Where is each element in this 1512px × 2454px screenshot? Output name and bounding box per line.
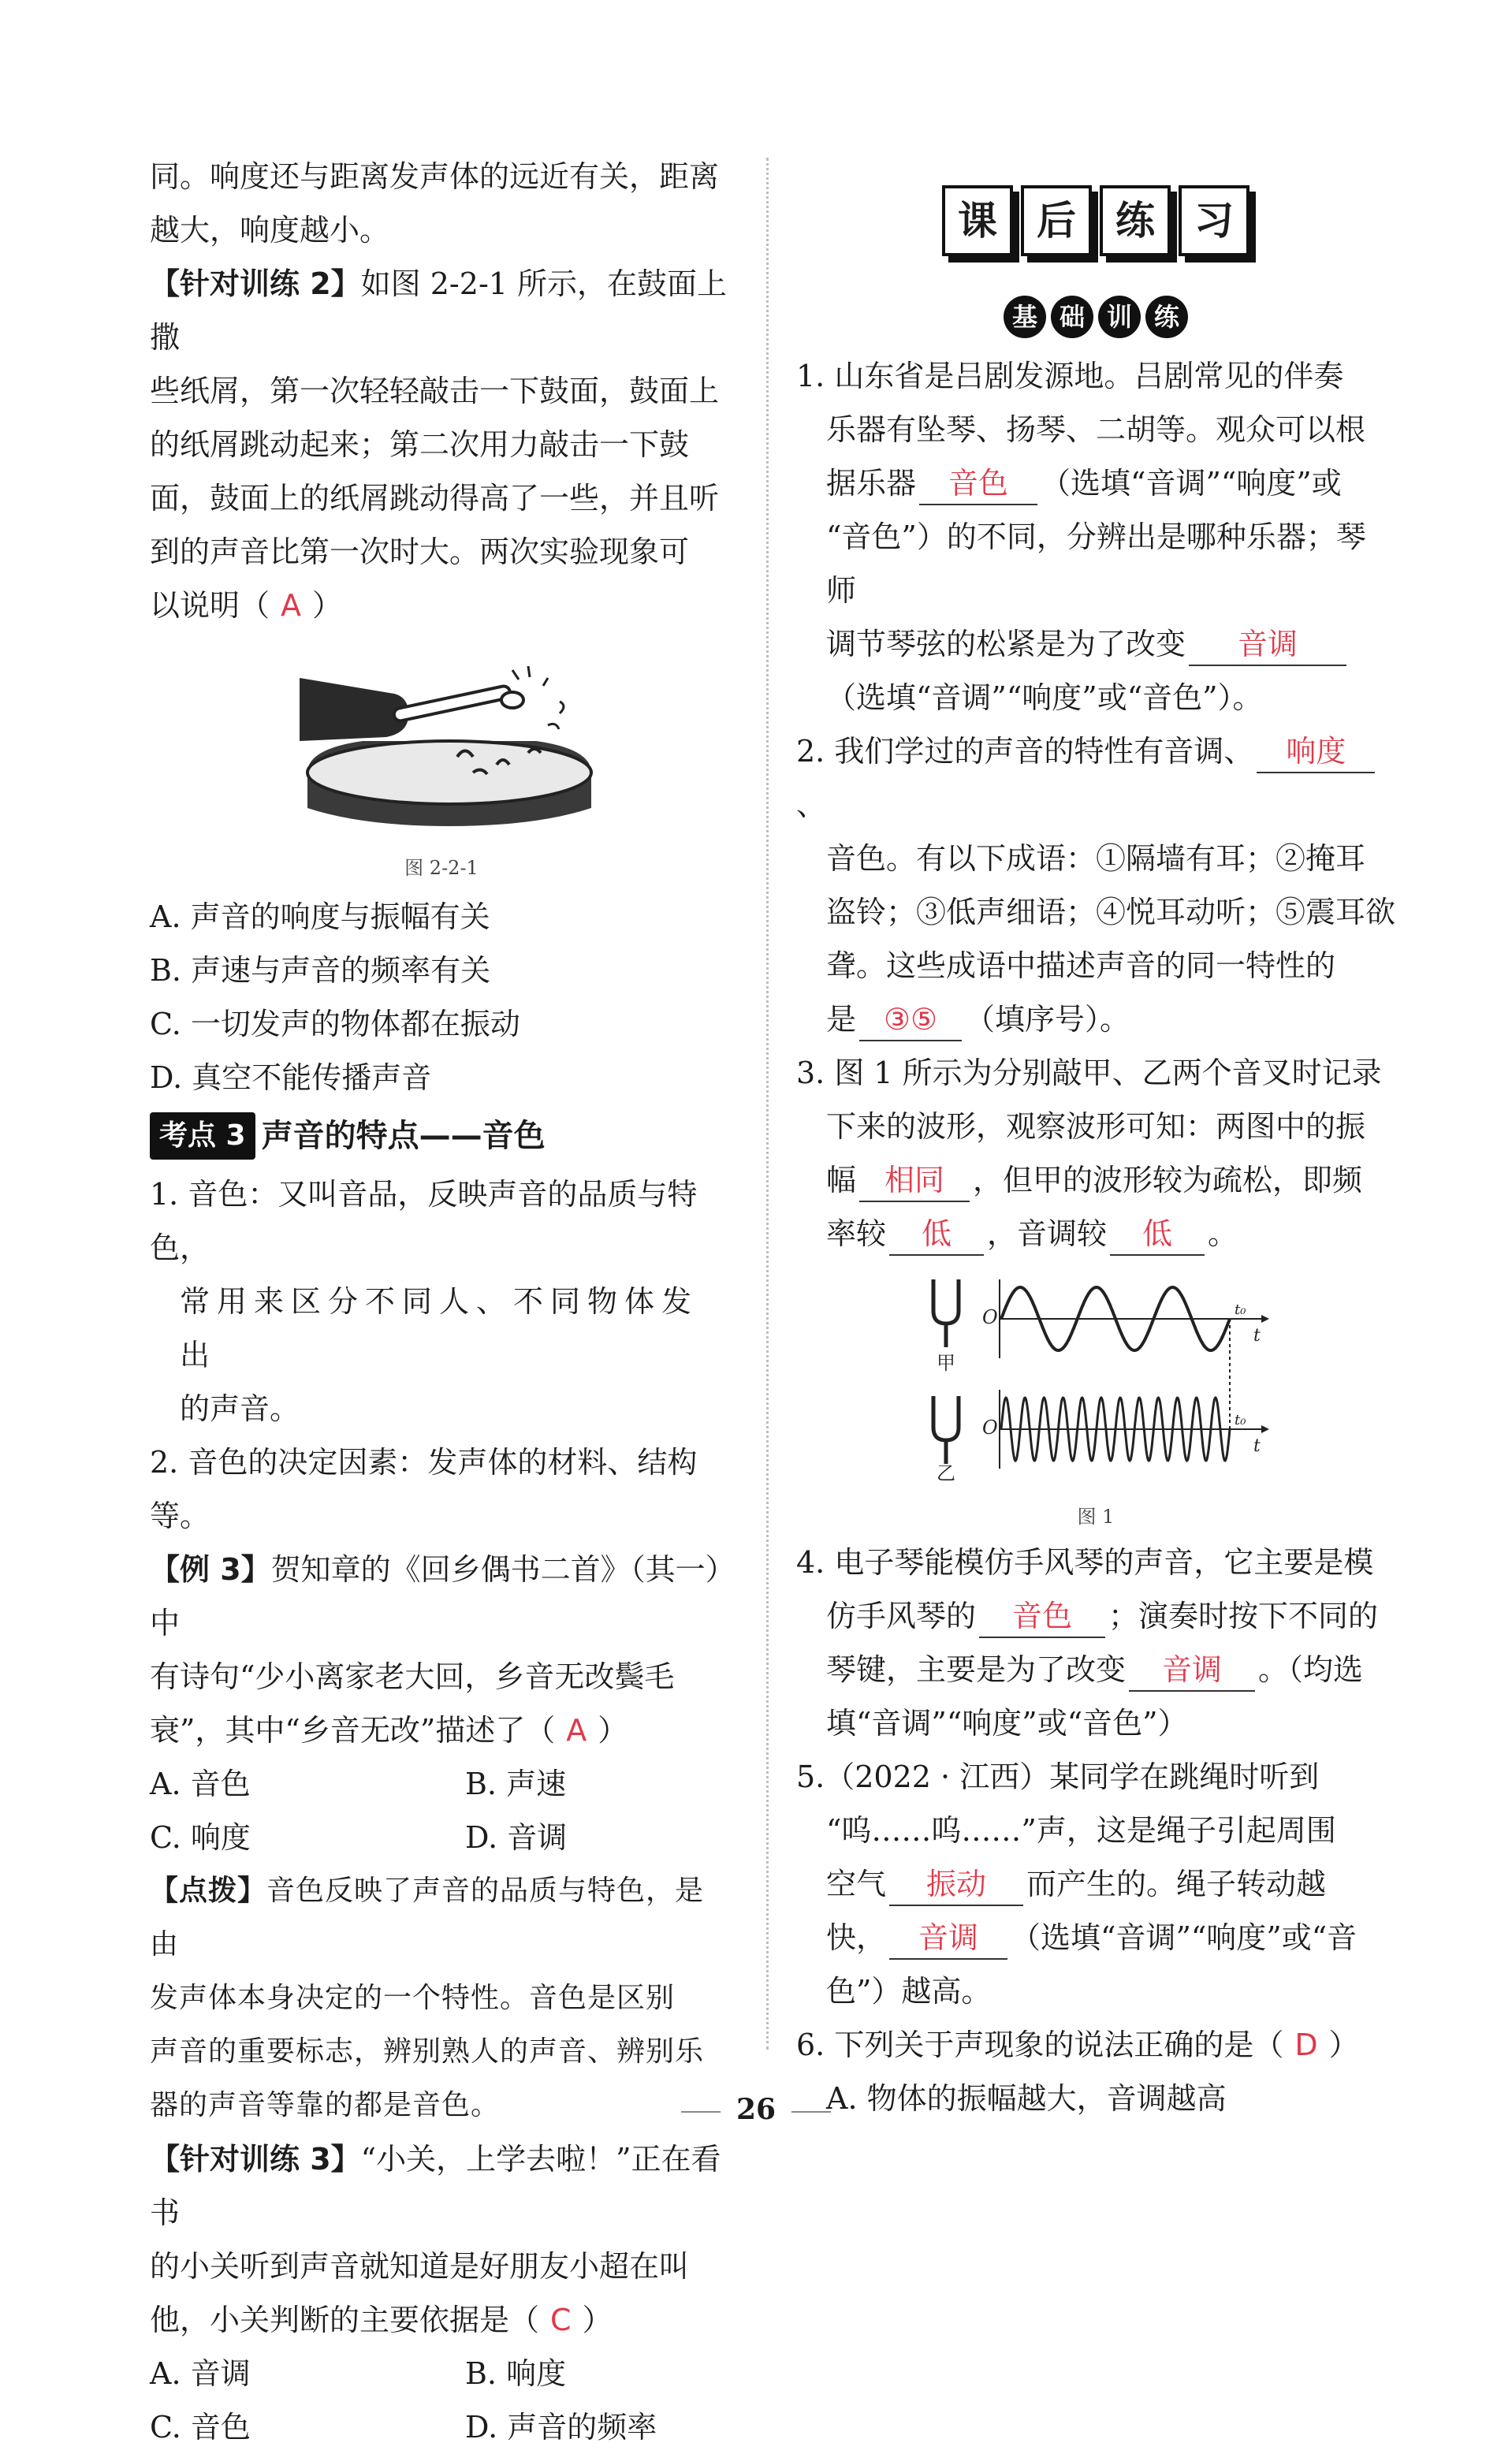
fork-label-yi: 乙: [937, 1462, 955, 1484]
point-2: 2. 音色的决定因素：发声体的材料、结构等。: [150, 1445, 698, 1533]
training-3-first-line: 【针对训练 3】“小关，上学去啦！”正在看书: [150, 2142, 721, 2230]
axis-t0-top: t₀: [1235, 1301, 1246, 1318]
q4-answer-1: 音色: [979, 1596, 1105, 1638]
q1-line: 据乐器 音色 （选填“音调”“响度”或: [796, 456, 1395, 510]
tip-tag: 【点拨】: [150, 1875, 267, 1907]
waveform-figure: [796, 1272, 1395, 1532]
option: C. 一切发声的物体都在振动: [150, 1007, 520, 1041]
q1-answer-2: 音调: [1189, 624, 1346, 666]
sub-header-char: 础: [1051, 296, 1093, 338]
example-3-question: 衰”，其中“乡音无改”描述了（ A ）: [150, 1713, 628, 1748]
tuning-fork-jia-icon: [933, 1279, 959, 1374]
axis-t-bottom: t: [1253, 1436, 1261, 1456]
q2-answer-2: ③⑤: [859, 999, 962, 1041]
drum-illustration: [276, 654, 607, 836]
q5-line: 快， 音调 （选填“音调”“响度”或“音: [796, 1911, 1395, 1964]
q2-line: 聋。这些成语中描述声音的同一特性的: [826, 948, 1336, 983]
figure-1-caption: 图 1: [1077, 1506, 1115, 1528]
option: A. 音色: [150, 1767, 251, 1801]
q1-answer-1: 音色: [919, 463, 1037, 505]
option: D. 声音的频率: [465, 2410, 657, 2445]
option: B. 声速与声音的频率有关: [150, 953, 491, 988]
figure-caption: 图 2-2-1: [404, 857, 479, 879]
tip-line: 发声体本身决定的一个特性。音色是区别: [150, 1982, 676, 2014]
q2-line: 2. 我们学过的声音的特性有音调、 响度、: [796, 724, 1395, 832]
axis-t0-bottom: t₀: [1235, 1412, 1246, 1428]
section-title: 声音的特点——音色: [261, 1118, 546, 1154]
section-heading: [150, 1111, 733, 1161]
header-char: 课: [942, 185, 1013, 256]
header-char: 后: [1021, 185, 1092, 256]
q4-line: 4. 电子琴能模仿手风琴的声音，它主要是模: [796, 1545, 1374, 1580]
q4-line: 仿手风琴的 音色 ；演奏时按下不同的: [796, 1589, 1395, 1643]
sub-header-char: 基: [1004, 296, 1046, 338]
basic-training-header: [796, 296, 1395, 343]
training-2-tag: 【针对训练 2】: [150, 266, 361, 301]
intro-line: 同。响度还与距离发声体的远近有关，距离: [150, 159, 720, 194]
drum-figure: [150, 654, 733, 884]
q5-line: 色”）越高。: [826, 1974, 992, 2009]
q2-answer-1: 响度: [1257, 731, 1375, 773]
intro-line: 越大，响度越小。: [150, 213, 390, 248]
q3-line: 3. 图 1 所示为分别敲甲、乙两个音叉时记录: [796, 1056, 1382, 1090]
page-number: 26: [0, 2093, 1512, 2126]
page-number-dash: [791, 2111, 831, 2113]
training-2-first-line: [150, 257, 733, 364]
example-3-answer: A: [566, 1713, 587, 1748]
option: C. 响度: [150, 1820, 251, 1855]
tip-first-line: 【点拨】音色反映了声音的品质与特色，是由: [150, 1875, 705, 1961]
example-3-tag: 【例 3】: [150, 1552, 271, 1587]
training-2-question: 以说明（ A ）: [150, 588, 343, 623]
q1-line: “音色”）的不同，分辨出是哪种乐器；琴师: [826, 519, 1366, 608]
q6-answer: D: [1294, 2028, 1318, 2062]
training-2-line: 面，鼓面上的纸屑跳动得高了一些，并且听: [150, 481, 720, 516]
point-1-line: 常用来区分不同人、不同物体发出: [180, 1284, 699, 1372]
training-2-line: 些纸屑，第一次轻轻敲击一下鼓面，鼓面上: [150, 374, 720, 408]
q3-line: 幅 相同 ，但甲的波形较为疏松，即频: [796, 1153, 1395, 1207]
q6-option: A. 物体的振幅越大，音调越高: [826, 2081, 1227, 2116]
sub-header-char: 练: [1145, 296, 1188, 338]
q5-line: 空气 振动 而产生的。绳子转动越: [796, 1857, 1395, 1911]
q2-line: 音色。有以下成语：①隔墙有耳；②掩耳: [826, 841, 1366, 876]
option: C. 音色: [150, 2410, 251, 2445]
option: B. 响度: [465, 2356, 567, 2391]
training-2-line: 的纸屑跳动起来；第二次用力敲击一下鼓: [150, 427, 690, 462]
options-row: [150, 1757, 733, 1811]
option: A. 音调: [150, 2356, 251, 2391]
tuning-fork-yi-icon: [933, 1396, 959, 1484]
option: D. 真空不能传播声音: [150, 1060, 432, 1095]
q3-answer-1: 相同: [859, 1160, 970, 1202]
point-1-line: 的声音。: [180, 1391, 300, 1426]
fork-label-jia: 甲: [937, 1352, 955, 1374]
q5-line: 5.（2022 · 江西）某同学在跳绳时听到: [796, 1760, 1320, 1794]
q2-line: 是 ③⑤ （填序号）。: [796, 992, 1395, 1046]
q4-answer-2: 音调: [1129, 1649, 1255, 1692]
options-row: [150, 2400, 733, 2454]
training-3-line: 的小关听到声音就知道是好朋友小超在叫: [150, 2249, 690, 2284]
q1-line: 调节琴弦的松紧是为了改变 音调: [796, 617, 1395, 671]
training-3-tag: 【针对训练 3】: [150, 2142, 361, 2177]
sub-header-char: 训: [1098, 296, 1141, 338]
page-number-dash: [681, 2111, 721, 2113]
option: D. 音调: [465, 1820, 568, 1855]
header-char: 习: [1179, 185, 1249, 256]
q1-line: 乐器有坠琴、扬琴、二胡等。观众可以根: [826, 412, 1366, 447]
axis-origin-top: O: [982, 1306, 998, 1328]
example-3-line: 有诗句“少小离家老大回，乡音无改鬓毛: [150, 1659, 675, 1694]
q1-line: 1. 山东省是吕剧发源地。吕剧常见的伴奏: [796, 359, 1344, 393]
training-2-line: 如图 2-2-1 所示，在鼓面上撒: [150, 266, 728, 355]
after-class-exercise-header: [796, 185, 1395, 272]
option: B. 声速: [465, 1767, 567, 1801]
header-char: 练: [1100, 185, 1171, 256]
training-2-line: 到的声音比第一次时大。两次实验现象可: [150, 534, 690, 569]
right-column: [796, 169, 1395, 2125]
q5-answer-2: 音调: [889, 1917, 1007, 1960]
q3-line: 率较 低 ，音调较 低 。: [796, 1207, 1395, 1261]
section-label: 考点 3: [150, 1112, 255, 1160]
axis-t-top: t: [1253, 1326, 1261, 1346]
option: A. 声音的响度与振幅有关: [150, 899, 490, 934]
q4-line: 填“音调”“响度”或“音色”）: [826, 1706, 1188, 1741]
options-row: [150, 1811, 733, 1864]
q2-line: 盗铃；③低声细语；④悦耳动听；⑤震耳欲: [826, 895, 1396, 929]
q3-line: 下来的波形，观察波形可知：两图中的振: [826, 1109, 1366, 1144]
q5-line: “呜……呜……”声，这是绳子引起周围: [826, 1813, 1336, 1848]
axis-origin-bottom: O: [982, 1417, 998, 1439]
q3-answer-3: 低: [1110, 1213, 1205, 1256]
q3-answer-2: 低: [889, 1213, 984, 1256]
training-2-answer: A: [281, 588, 302, 623]
q6-line: 6. 下列关于声现象的说法正确的是（ D ）: [796, 2028, 1359, 2062]
point-1-line: 1. 音色：又叫音品，反映声音的品质与特色，: [150, 1177, 698, 1265]
options-row: [150, 2347, 733, 2400]
training-3-question: 他，小关判断的主要依据是（ C ）: [150, 2303, 613, 2337]
waveform-diagram: [922, 1272, 1269, 1484]
tip-line: 器的声音等靠的都是音色。: [150, 2089, 501, 2121]
example-3-first-line: 【例 3】贺知章的《回乡偶书二首》（其一）中: [150, 1552, 721, 1640]
training-3-answer: C: [550, 2303, 572, 2337]
q5-answer-1: 振动: [889, 1864, 1023, 1906]
tip-line: 声音的重要标志，辨别熟人的声音、辨别乐: [150, 2035, 705, 2068]
q4-line: 琴键，主要是为了改变 音调 。（均选: [796, 1643, 1395, 1696]
q1-line: （选填“音调”“响度”或“音色”）。: [826, 680, 1263, 715]
